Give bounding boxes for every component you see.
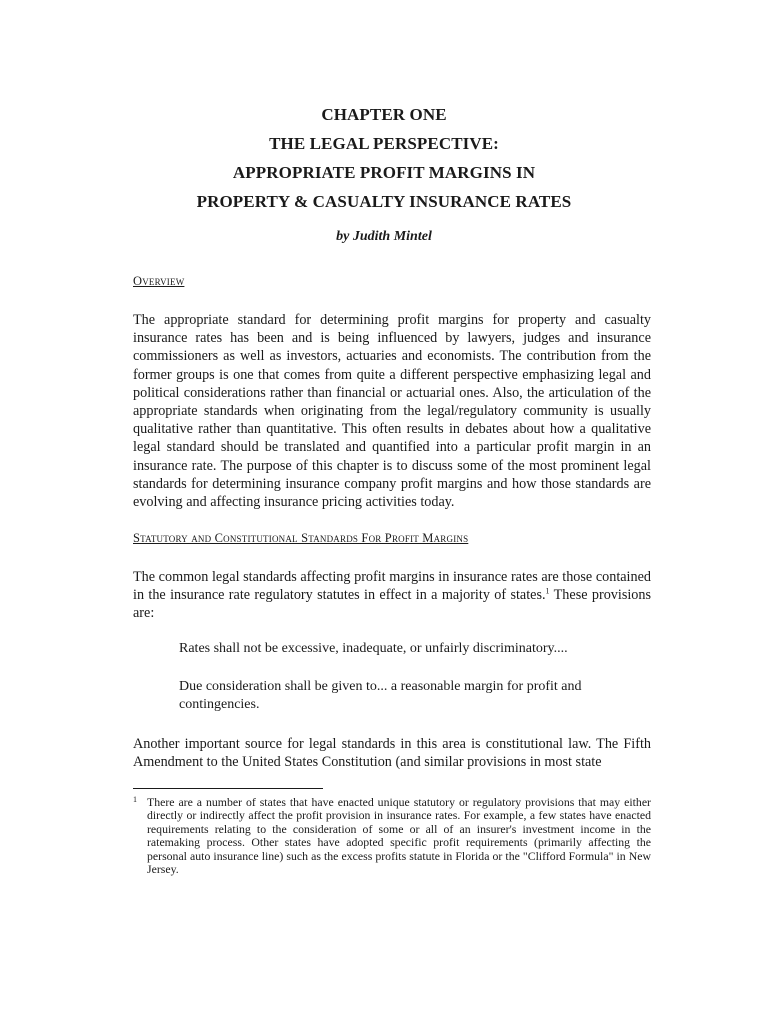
footnote-divider — [133, 788, 323, 789]
quoted-provision-2: Due consideration shall be given to... a reasonable margin for profit and contingencies. — [179, 679, 582, 712]
statutory-text-before: The common legal standards affecting profit margins in insurance rates are those contained in the insurance rate regulatory statutes in effect in a majority of states. — [133, 569, 651, 604]
statutory-heading: Statutory and Constitutional Standards For Profit Margins — [133, 531, 469, 545]
quoted-provision-1: Rates shall not be excessive, inadequate, or unfairly discriminatory.... — [179, 641, 568, 656]
footnote-text: There are a number of states that have enacted unique statutory or regulatory provisions that may either directly or indirectly affect the profit provision in insurance rates. For example, a few states have enacted requirements relating to the consideration of some or all of an insurer's investment income in the ratemaking process. Other states have adopted specific profit requirements (primarily affecting the personal auto insurance line) such as the excess profits statute in Florida or the "Clifford Formula" in New Jersey. — [147, 795, 651, 877]
footnote-number: 1 — [133, 795, 137, 804]
chapter-title-line-3: PROPERTY & CASUALTY INSURANCE RATES — [196, 192, 572, 211]
overview-paragraph: The appropriate standard for determining profit margins for property and casualty insurance rates has been and is being influenced by lawyers, judges and insurance commissioners as well as investors, actuaries and economists. The contribution from the former groups is one that comes from quite a different perspective emphasizing legal and political considerations rather than financial or actuarial ones. Also, the articulation of the appropriate standards when originating from the legal/regulatory community is usually qualitative rather than quantitative. This often results in debates about how a qualitative legal standard should be translated and quantified into a particular profit margin in an insurance rate. The purpose of this chapter is to discuss some of the most prominent legal standards for determining insurance company profit margins and how those standards are evolving and affecting insurance pricing activities today. — [133, 312, 651, 511]
chapter-title-line-2: APPROPRIATE PROFIT MARGINS IN — [232, 163, 536, 182]
author-byline: by Judith Mintel — [336, 229, 432, 244]
overview-heading: Overview — [133, 274, 185, 288]
chapter-title-block — [0, 100, 768, 216]
chapter-title-line-1: THE LEGAL PERSPECTIVE: — [269, 134, 499, 153]
statutory-paragraph — [133, 568, 651, 623]
chapter-number: CHAPTER ONE — [321, 105, 447, 124]
constitutional-paragraph: Another important source for legal standards in this area is constitutional law. The Fifth Amendment to the United States Constitution (and similar provisions in most state — [133, 736, 651, 771]
statutory-text-after: These provisions are: — [133, 587, 651, 622]
footnote-reference: 1 — [545, 586, 550, 596]
